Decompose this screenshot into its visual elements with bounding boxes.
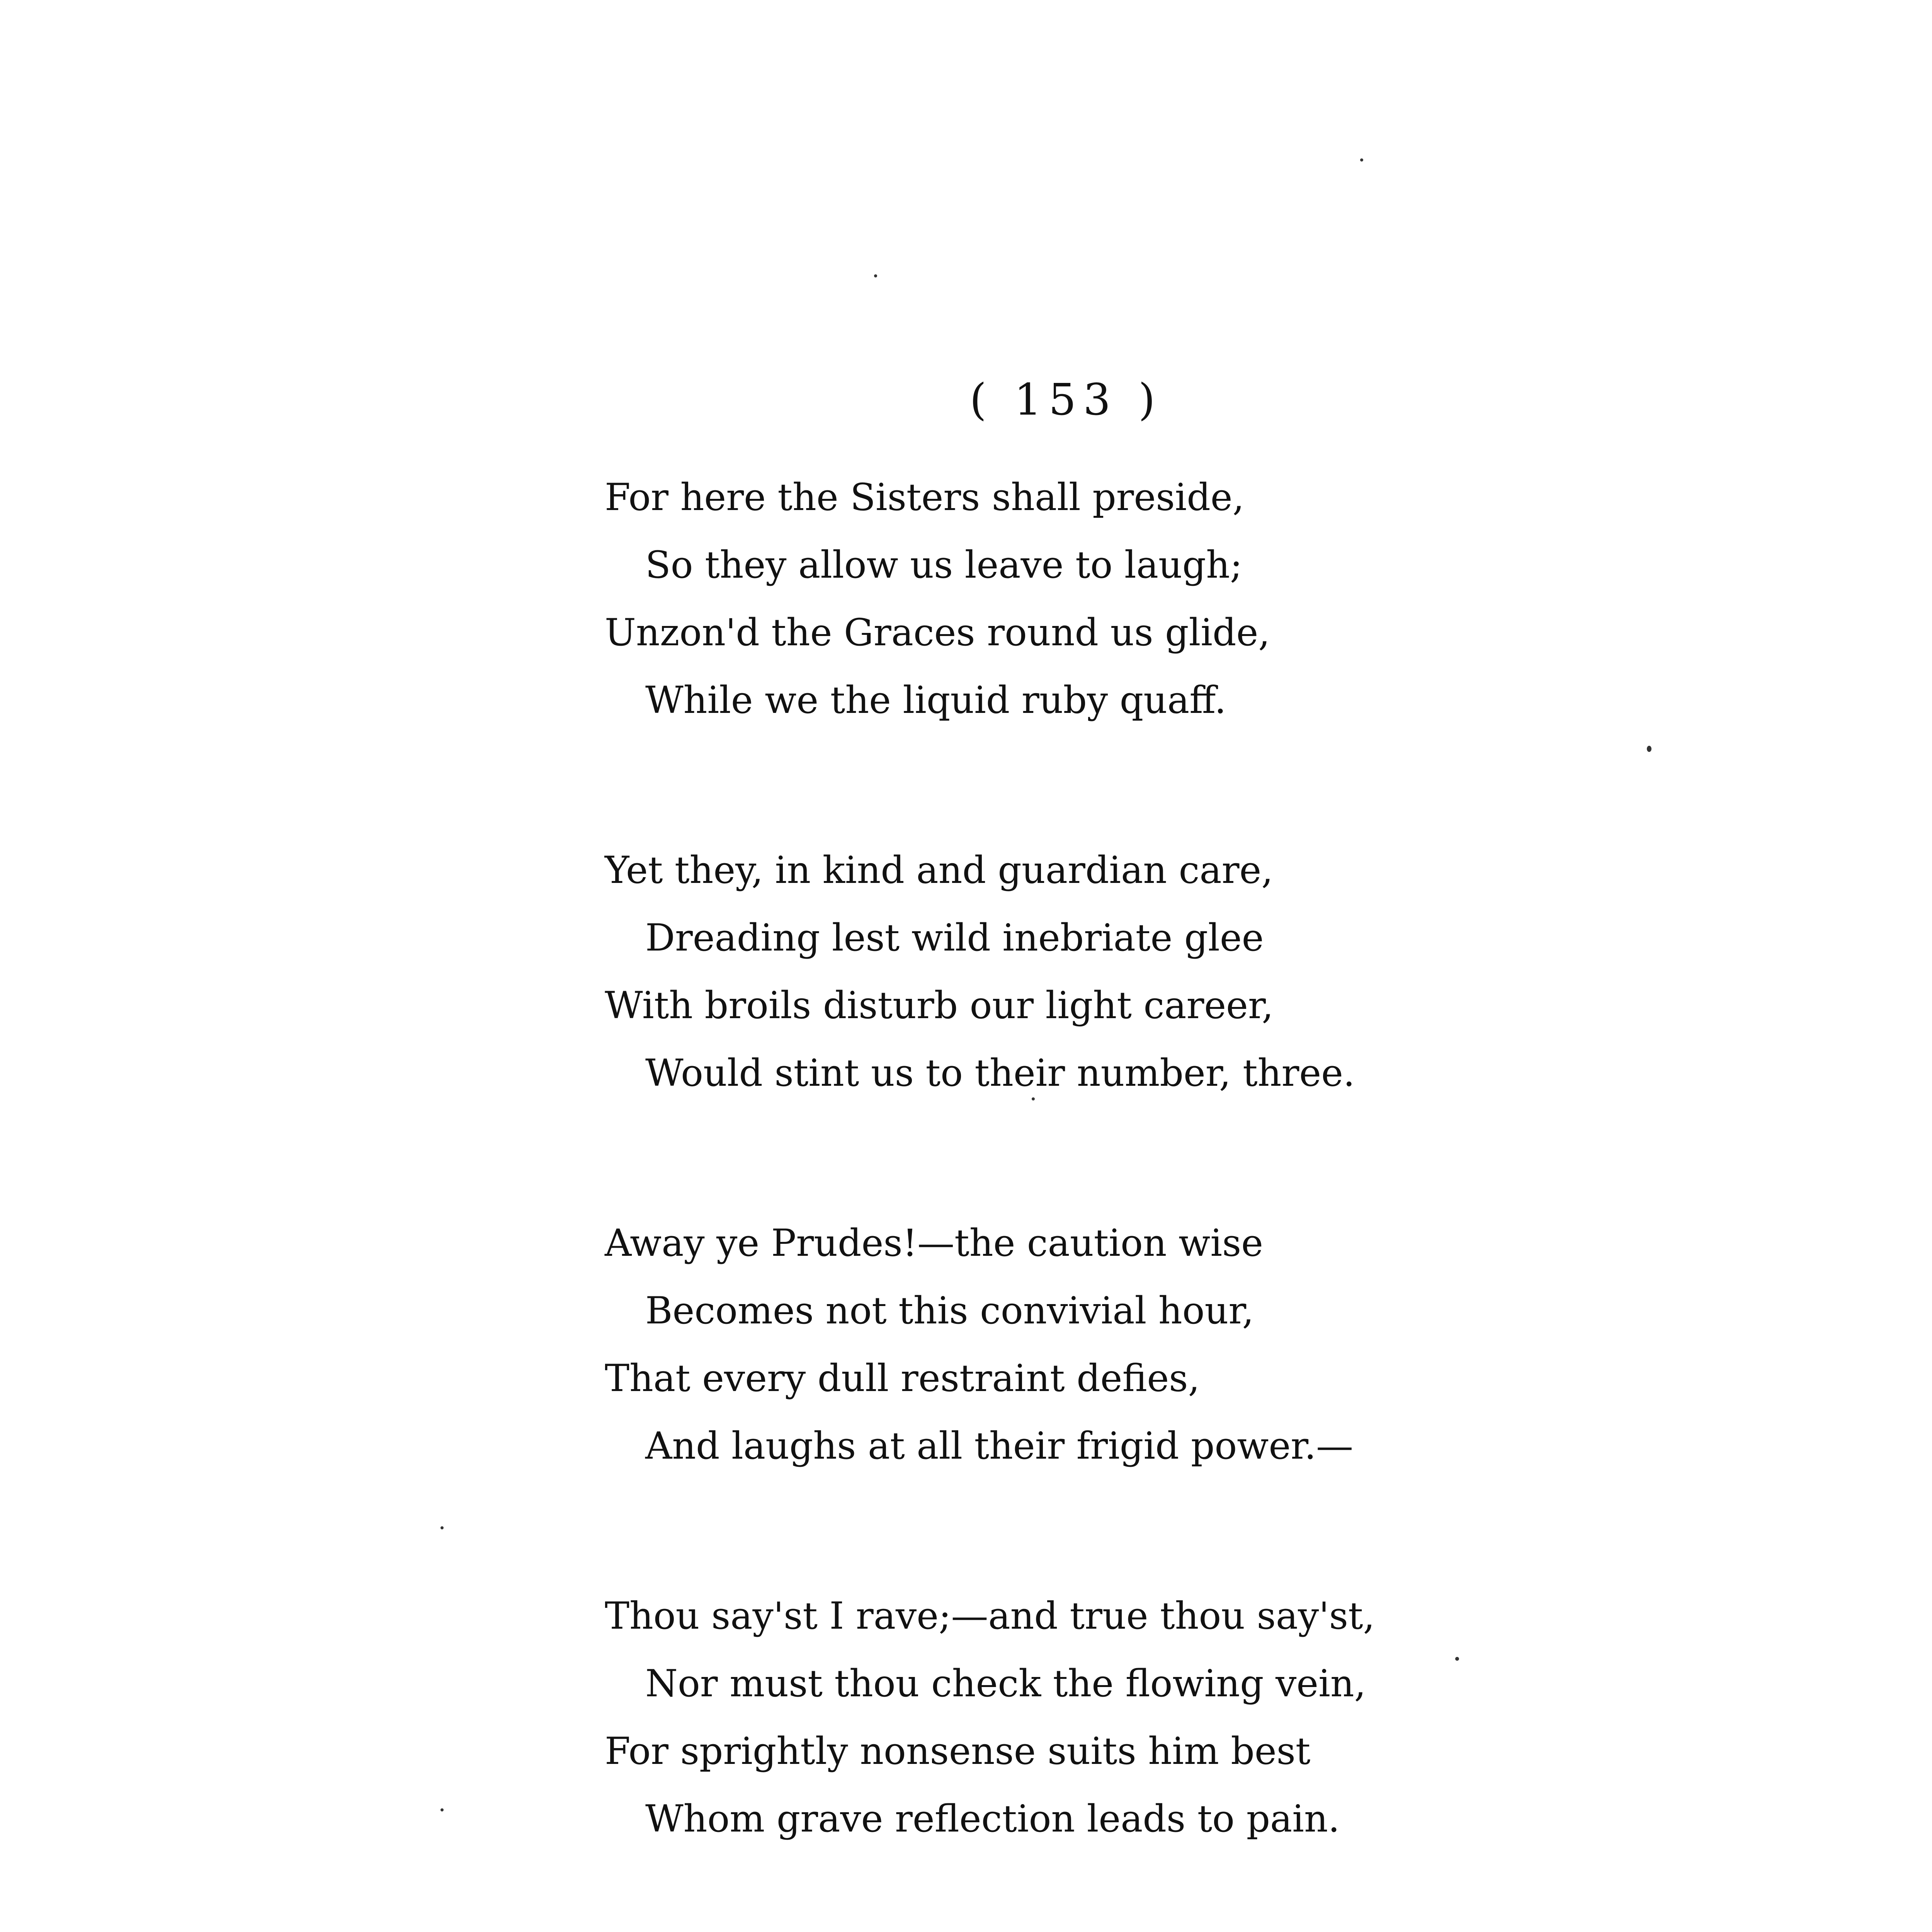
verse-line: So they allow us leave to laugh; — [645, 543, 1243, 587]
stanza — [605, 837, 1532, 1107]
verse-line: That every dull restraint defies, — [605, 1357, 1200, 1400]
verse-line: With broils disturb our light career, — [605, 984, 1274, 1027]
verse-line: Would stint us to their number, three. — [645, 1051, 1355, 1095]
ink-speck — [440, 1808, 444, 1811]
stanza — [605, 464, 1532, 734]
verse-line: Nor must thou check the flowing vein, — [645, 1662, 1366, 1705]
verse-line: For here the Sisters shall preside, — [605, 476, 1245, 519]
verse-line: For sprightly nonsense suits him best — [605, 1730, 1311, 1773]
verse-line: Thou say'st I rave;—and true thou say'st, — [605, 1594, 1375, 1638]
verse-line: Away ye Prudes!—the caution wise — [605, 1221, 1264, 1265]
verse-line: Dreading lest wild inebriate glee — [645, 916, 1264, 959]
ink-speck — [440, 1526, 444, 1529]
ink-speck — [1455, 1657, 1459, 1661]
verse-line: Whom grave reflection leads to pain. — [645, 1797, 1340, 1840]
ink-speck — [1647, 746, 1651, 752]
ink-speck — [874, 274, 877, 277]
page-number: ( 153 ) — [969, 375, 1162, 425]
verse-line: Becomes not this convivial hour, — [645, 1289, 1254, 1332]
stanza — [605, 1582, 1532, 1853]
ink-speck — [1360, 158, 1363, 162]
verse-line: And laughs at all their frigid power.— — [645, 1424, 1354, 1468]
poem — [605, 464, 1532, 1932]
verse-line: Unzon'd the Graces round us glide, — [605, 611, 1270, 654]
verse-line: While we the liquid ruby quaff. — [645, 679, 1226, 722]
stanza — [605, 1209, 1532, 1480]
verse-line: Yet they, in kind and guardian care, — [605, 849, 1273, 892]
ink-speck — [1032, 1097, 1035, 1100]
